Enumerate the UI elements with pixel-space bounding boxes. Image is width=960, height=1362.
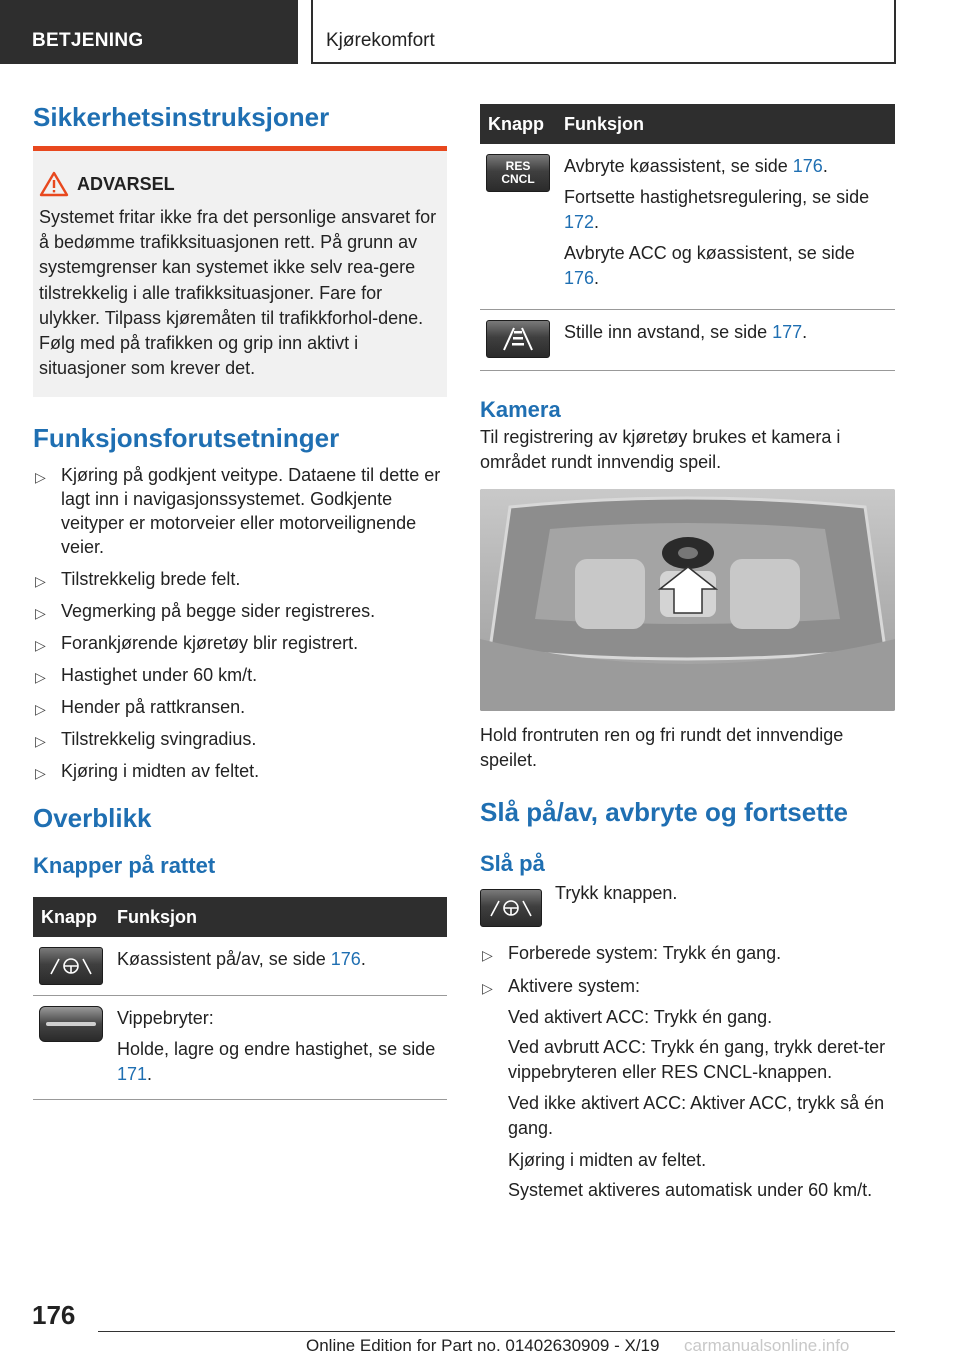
- punctuation: .: [594, 212, 600, 232]
- function-line: [564, 185, 891, 235]
- triangle-bullet-icon: ▷: [35, 733, 46, 750]
- step-detail: Systemet aktiveres automatisk under 60 km/t.: [508, 1180, 873, 1200]
- left-column: [33, 100, 447, 1100]
- cncl-label: CNCL: [501, 172, 535, 186]
- list-item: [33, 695, 447, 719]
- warning-text: Systemet fritar ikke fra det personlige ansvaret for å bedømme trafikksituasjonen rett. På grunn av systemgrenser kan systemet ikke selv rea-gere tilstrekkelig i alle trafikksituasjoner. Fare for ulykker. Tilpass kjøremåten til trafikkforhol-dene. Følg med på trafikken og grip inn aktivt i situasjoner som krever det.: [39, 207, 437, 379]
- triangle-bullet-icon: ▷: [35, 573, 46, 590]
- function-text: Holde, lagre og endre hastighet, se side: [117, 1039, 436, 1060]
- heading-switch-on: Slå på: [480, 851, 545, 876]
- table-cell-icon: [480, 310, 556, 371]
- table-cell-function: [109, 937, 447, 996]
- list-item: [33, 663, 447, 687]
- heading-switch: Slå på/av, avbryte og fortsette: [480, 797, 848, 827]
- table-cell-function: [109, 996, 447, 1100]
- heading-prerequisites: Funksjonsforutsetninger: [33, 423, 340, 454]
- triangle-bullet-icon: ▷: [35, 669, 46, 686]
- warning-triangle-icon: [39, 171, 69, 197]
- distance-button-icon: [486, 320, 550, 358]
- list-item-text: Tilstrekkelig svingradius.: [61, 729, 257, 750]
- function-text: Avbryte køassistent, se side: [564, 156, 793, 176]
- edition-text: Online Edition for Part no. 01402630909 - X/19: [306, 1336, 660, 1355]
- lane-assist-button-icon: [480, 889, 542, 927]
- page-link[interactable]: 172: [564, 212, 595, 232]
- lane-assist-button-icon: [39, 947, 103, 985]
- table-cell-function: [556, 310, 895, 371]
- page-link[interactable]: 176: [330, 949, 361, 970]
- page-link[interactable]: 176: [792, 156, 823, 176]
- column-header-function: Funksjon: [556, 104, 895, 144]
- triangle-bullet-icon: ▷: [482, 947, 493, 963]
- steering-wheel-icon: [487, 897, 535, 919]
- watermark: carmanualsonline.info: [684, 1336, 850, 1355]
- punctuation: .: [822, 156, 828, 176]
- page-link[interactable]: 176: [564, 268, 595, 288]
- function-line: [564, 154, 891, 179]
- function-text: Køassistent på/av, se side: [117, 949, 331, 970]
- list-item-text: Tilstrekkelig brede felt.: [61, 569, 241, 590]
- step-detail: Ved avbrutt ACC: Trykk én gang, trykk deret-ter vippebryteren eller RES CNCL-knappen.: [508, 1037, 886, 1082]
- triangle-bullet-icon: ▷: [35, 637, 46, 654]
- column-header-button: Knapp: [33, 897, 109, 937]
- page-number: 176: [32, 1300, 76, 1330]
- triangle-bullet-icon: ▷: [35, 701, 46, 718]
- list-item-text: Forberede system: Trykk én gang.: [508, 943, 782, 963]
- table-cell-icon: [480, 144, 556, 310]
- step-detail: Ved ikke aktivert ACC: Aktiver ACC, trykk så én gang.: [508, 1093, 885, 1138]
- function-line: [564, 241, 891, 291]
- heading-steering-buttons: Knapper på rattet: [33, 853, 216, 879]
- distance-lanes-icon: [498, 326, 538, 352]
- heading-overview: Overblikk: [33, 803, 152, 834]
- table-row: [33, 996, 447, 1100]
- list-item-text: Vegmerking på begge sider registreres.: [61, 601, 376, 622]
- press-button-text: Trykk knappen.: [555, 883, 678, 903]
- res-cncl-button-icon: [486, 154, 550, 192]
- list-item: [33, 759, 447, 783]
- camera-description: Til registrering av kjøretøy brukes et kamera i området rundt innvendig speil.: [480, 427, 841, 472]
- header-section: BETJENING: [0, 0, 298, 64]
- function-text: Stille inn avstand, se side: [564, 322, 773, 342]
- list-item-text: Hastighet under 60 km/t.: [61, 665, 258, 686]
- table-header-row: [480, 104, 895, 144]
- rocker-switch-icon: [39, 1006, 103, 1042]
- triangle-bullet-icon: ▷: [482, 980, 493, 996]
- table-header-row: [33, 897, 447, 937]
- triangle-bullet-icon: ▷: [35, 765, 46, 782]
- list-item-text: Aktivere system:: [508, 976, 641, 996]
- triangle-bullet-icon: ▷: [35, 605, 46, 622]
- camera-photo: [480, 489, 895, 711]
- list-item: [33, 599, 447, 623]
- header-chapter: Kjørekomfort: [311, 0, 896, 64]
- table-row: [480, 310, 895, 371]
- function-text: Fortsette hastighetsregulering, se side: [564, 187, 870, 207]
- activation-steps: [480, 941, 895, 1203]
- punctuation: .: [147, 1064, 153, 1085]
- warning-box: [33, 146, 447, 397]
- list-item: [480, 941, 895, 965]
- heading-camera: Kamera: [480, 397, 561, 422]
- steering-wheel-icon: [47, 955, 95, 977]
- warning-title: [39, 169, 441, 199]
- function-text: Avbryte ACC og køassistent, se side: [564, 243, 855, 263]
- step-detail: Kjøring i midten av feltet.: [508, 1150, 707, 1170]
- punctuation: .: [594, 268, 600, 288]
- warning-label: ADVARSEL: [77, 173, 175, 194]
- punctuation: .: [802, 322, 808, 342]
- punctuation: .: [360, 949, 366, 970]
- list-item: [33, 727, 447, 751]
- res-label: RES: [505, 159, 531, 173]
- heading-safety: Sikkerhetsinstruksjoner: [33, 102, 330, 132]
- list-item: [33, 567, 447, 591]
- press-button-row: [480, 883, 895, 927]
- right-column: [480, 104, 895, 1211]
- page-link[interactable]: 177: [772, 322, 803, 342]
- list-item-text: Hender på rattkransen.: [61, 697, 246, 718]
- table-cell-icon: [33, 937, 109, 996]
- triangle-bullet-icon: ▷: [35, 469, 46, 486]
- list-item: [33, 631, 447, 655]
- res-buttons-table: [480, 104, 895, 371]
- list-item-text: Kjøring på godkjent veitype. Dataene til dette er lagt inn i navigasjonssystemet. Godkjente veityper er motorveier eller motorveilignende veier.: [61, 465, 441, 558]
- list-item-text: Forankjørende kjøretøy blir registrert.: [61, 633, 359, 654]
- prerequisite-list: [33, 463, 447, 783]
- table-row: [33, 937, 447, 996]
- steering-buttons-table: [33, 897, 447, 1100]
- page-link[interactable]: 171: [117, 1064, 148, 1085]
- step-detail: Ved aktivert ACC: Trykk én gang.: [508, 1007, 773, 1027]
- windshield-camera-illustration: [480, 489, 895, 711]
- list-item: [480, 973, 895, 1203]
- table-cell-icon: [33, 996, 109, 1100]
- function-text: Vippebryter:: [117, 1008, 214, 1029]
- camera-note: Hold frontruten ren og fri rundt det innvendige speilet.: [480, 725, 844, 770]
- list-item: [33, 463, 447, 559]
- table-row: [480, 144, 895, 310]
- list-item-text: Kjøring i midten av feltet.: [61, 761, 260, 782]
- footer-divider: [98, 1331, 895, 1332]
- table-cell-function: [556, 144, 895, 310]
- column-header-button: Knapp: [480, 104, 556, 144]
- column-header-function: Funksjon: [109, 897, 447, 937]
- rocker-ridge: [46, 1022, 96, 1026]
